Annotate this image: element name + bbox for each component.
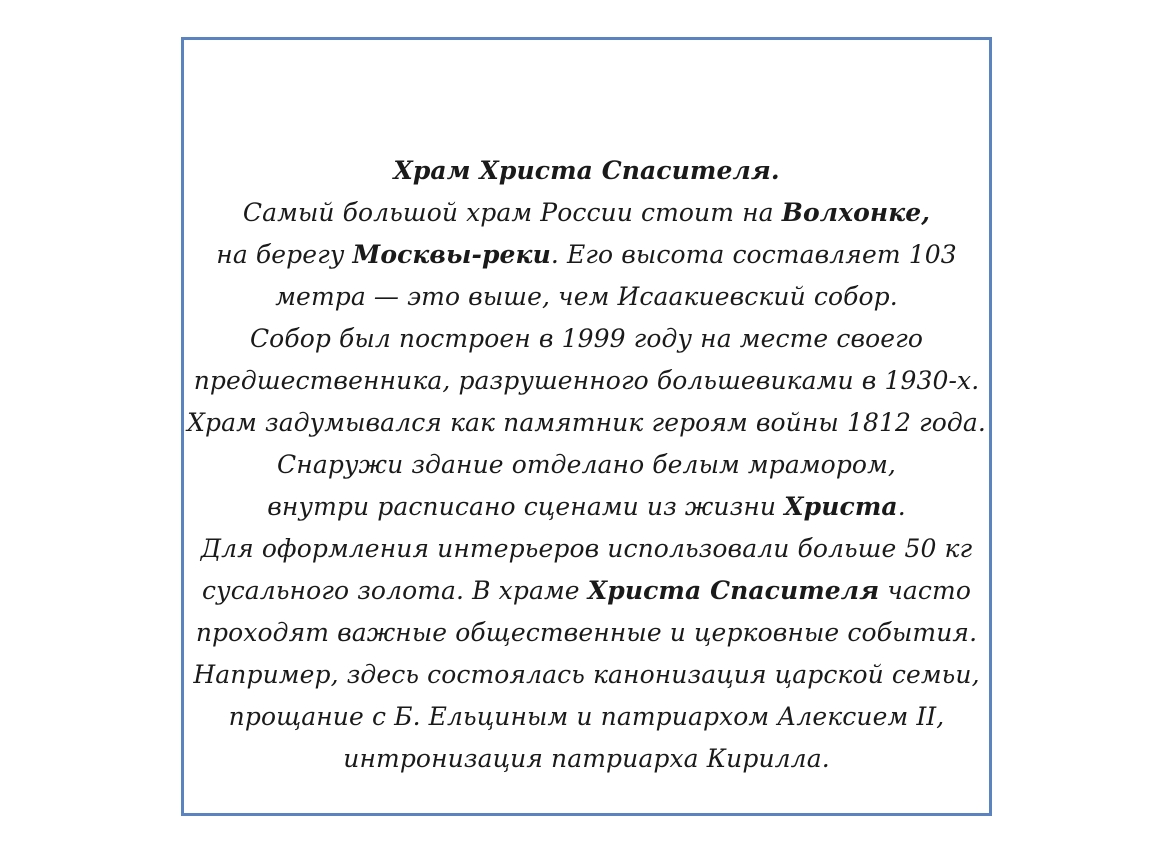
- text-segment: прощание с Б. Ельциным и патриархом Алексием II,: [228, 702, 945, 731]
- text-segment: внутри расписано сценами из жизни: [267, 492, 785, 521]
- text-line: [184, 192, 989, 234]
- text-segment: Для оформления интерьеров использовали больше 50 кг: [200, 534, 973, 563]
- bold-text-segment: Волхонке,: [781, 198, 931, 227]
- text-line: [184, 402, 989, 444]
- text-line: [184, 570, 989, 612]
- text-segment: . Его высота составляет 103: [550, 240, 957, 269]
- text-segment: Собор был построен в 1999 году на месте своего: [249, 324, 924, 353]
- text-line: [184, 276, 989, 318]
- text-line: [184, 612, 989, 654]
- text-segment: интронизация патриарха Кирилла.: [343, 744, 830, 773]
- text-line: [184, 486, 989, 528]
- text-segment: предшественника, разрушенного большевиками в 1930-х.: [193, 366, 980, 395]
- text-segment: на берегу: [216, 240, 353, 269]
- text-segment: Самый большой храм России стоит на: [242, 198, 782, 227]
- bold-text-segment: Москвы-реки: [352, 240, 551, 269]
- text-line: [184, 444, 989, 486]
- text-lines: [184, 192, 989, 780]
- text-line: [184, 360, 989, 402]
- text-line: [184, 654, 989, 696]
- text-segment: метра — это выше, чем Исаакиевский собор.: [275, 282, 898, 311]
- text-segment: сусального золота. В храме: [202, 576, 588, 605]
- text-segment: часто: [879, 576, 971, 605]
- text-segment: Храм задумывался как памятник героям войны 1812 года.: [187, 408, 986, 437]
- text-line: [184, 528, 989, 570]
- document-title: Храм Христа Спасителя.: [393, 156, 780, 185]
- bold-text-segment: Христа Спасителя: [587, 576, 880, 605]
- text-line: [184, 696, 989, 738]
- text-frame: [181, 37, 992, 816]
- text-line: [184, 738, 989, 780]
- text-line: [184, 318, 989, 360]
- text-line: [184, 234, 989, 276]
- text-segment: проходят важные общественные и церковные события.: [195, 618, 978, 647]
- text-segment: Например, здесь состоялась канонизация царской семьи,: [193, 660, 980, 689]
- bold-text-segment: Христа: [784, 492, 898, 521]
- text-segment: .: [897, 492, 906, 521]
- text-segment: Снаружи здание отделано белым мрамором,: [277, 450, 896, 479]
- text-block: [184, 150, 989, 780]
